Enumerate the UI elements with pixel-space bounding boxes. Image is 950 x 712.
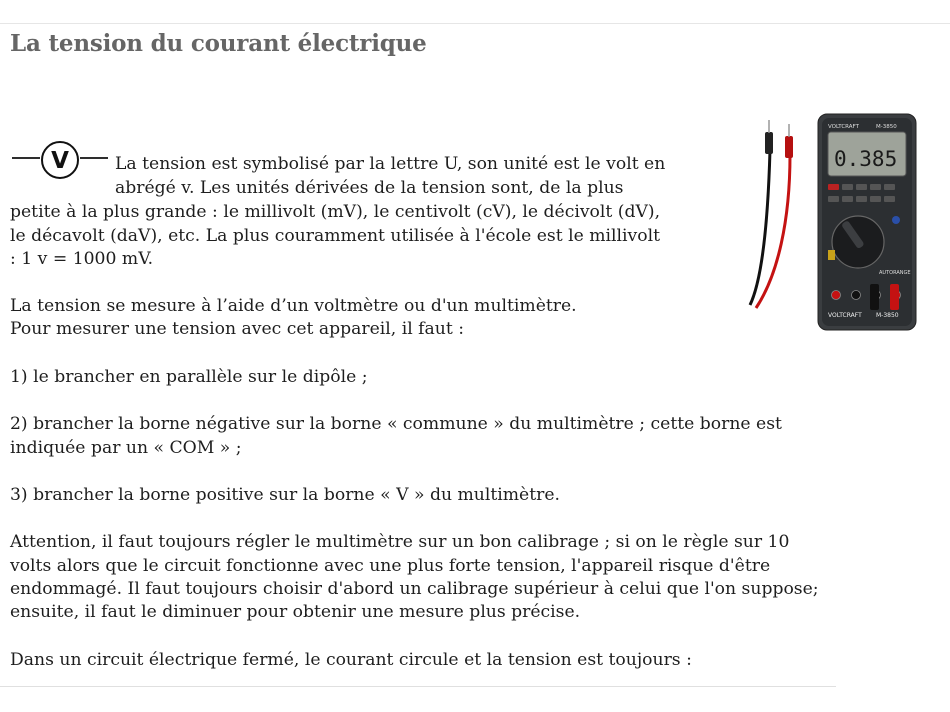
measure-line-1: La tension se mesure à l’aide d’un voltmètre ou d'un multimètre.: [10, 296, 577, 316]
multimeter-display-value: 0.385: [834, 147, 898, 171]
intro-line-3: petite à la plus grande : le millivolt (mV), le centivolt (cV), le décivolt (dV),: [10, 202, 661, 222]
intro-line-4: le décavolt (daV), etc. La plus couramment utilisée à l'école est le millivolt: [10, 226, 660, 246]
warning-line-3: endommagé. Il faut toujours choisir d'abord un calibrage supérieur à celui que l'on suppose;: [10, 579, 819, 599]
top-divider: [0, 23, 950, 24]
intro-line-1: La tension est symbolisé par la lettre U, son unité est le volt en: [115, 154, 666, 174]
warning-line-2: volts alors que le circuit fonctionne avec une plus forte tension, l'appareil risque d'être: [10, 556, 771, 576]
step-1: 1) le brancher en parallèle sur le dipôle ;: [10, 367, 368, 387]
multimeter-range-label: AUTORANGE: [879, 270, 911, 276]
voltmeter-symbol-letter: V: [51, 148, 69, 174]
multimeter-brand-bottom: VOLTCRAFT: [828, 312, 862, 319]
closing-line: Dans un circuit électrique fermé, le courant circule et la tension est toujours :: [10, 650, 692, 670]
intro-line-2: abrégé v. Les unités dérivées de la tension sont, de la plus: [115, 178, 624, 198]
bottom-divider: [0, 686, 836, 687]
page-title: La tension du courant électrique: [10, 30, 427, 57]
intro-line-5: : 1 v = 1000 mV.: [10, 249, 154, 269]
multimeter-model-bottom: M-3850: [876, 312, 899, 319]
multimeter-brand-top: VOLTCRAFT: [828, 124, 859, 130]
multimeter-image: [748, 110, 918, 335]
step-2-line-2: indiquée par un « COM » ;: [10, 438, 242, 458]
warning-line-1: Attention, il faut toujours régler le multimètre sur un bon calibrage ; si on le règle sur 10: [10, 532, 790, 552]
measure-line-2: Pour mesurer une tension avec cet appareil, il faut :: [10, 319, 464, 339]
warning-line-4: ensuite, il faut le diminuer pour obtenir une mesure plus précise.: [10, 602, 581, 622]
multimeter-model-top: M-3850: [876, 124, 897, 130]
step-3: 3) brancher la borne positive sur la borne « V » du multimètre.: [10, 485, 560, 505]
step-2-line-1: 2) brancher la borne négative sur la borne « commune » du multimètre ; cette borne est: [10, 414, 782, 434]
voltmeter-symbol-icon: [12, 141, 110, 181]
